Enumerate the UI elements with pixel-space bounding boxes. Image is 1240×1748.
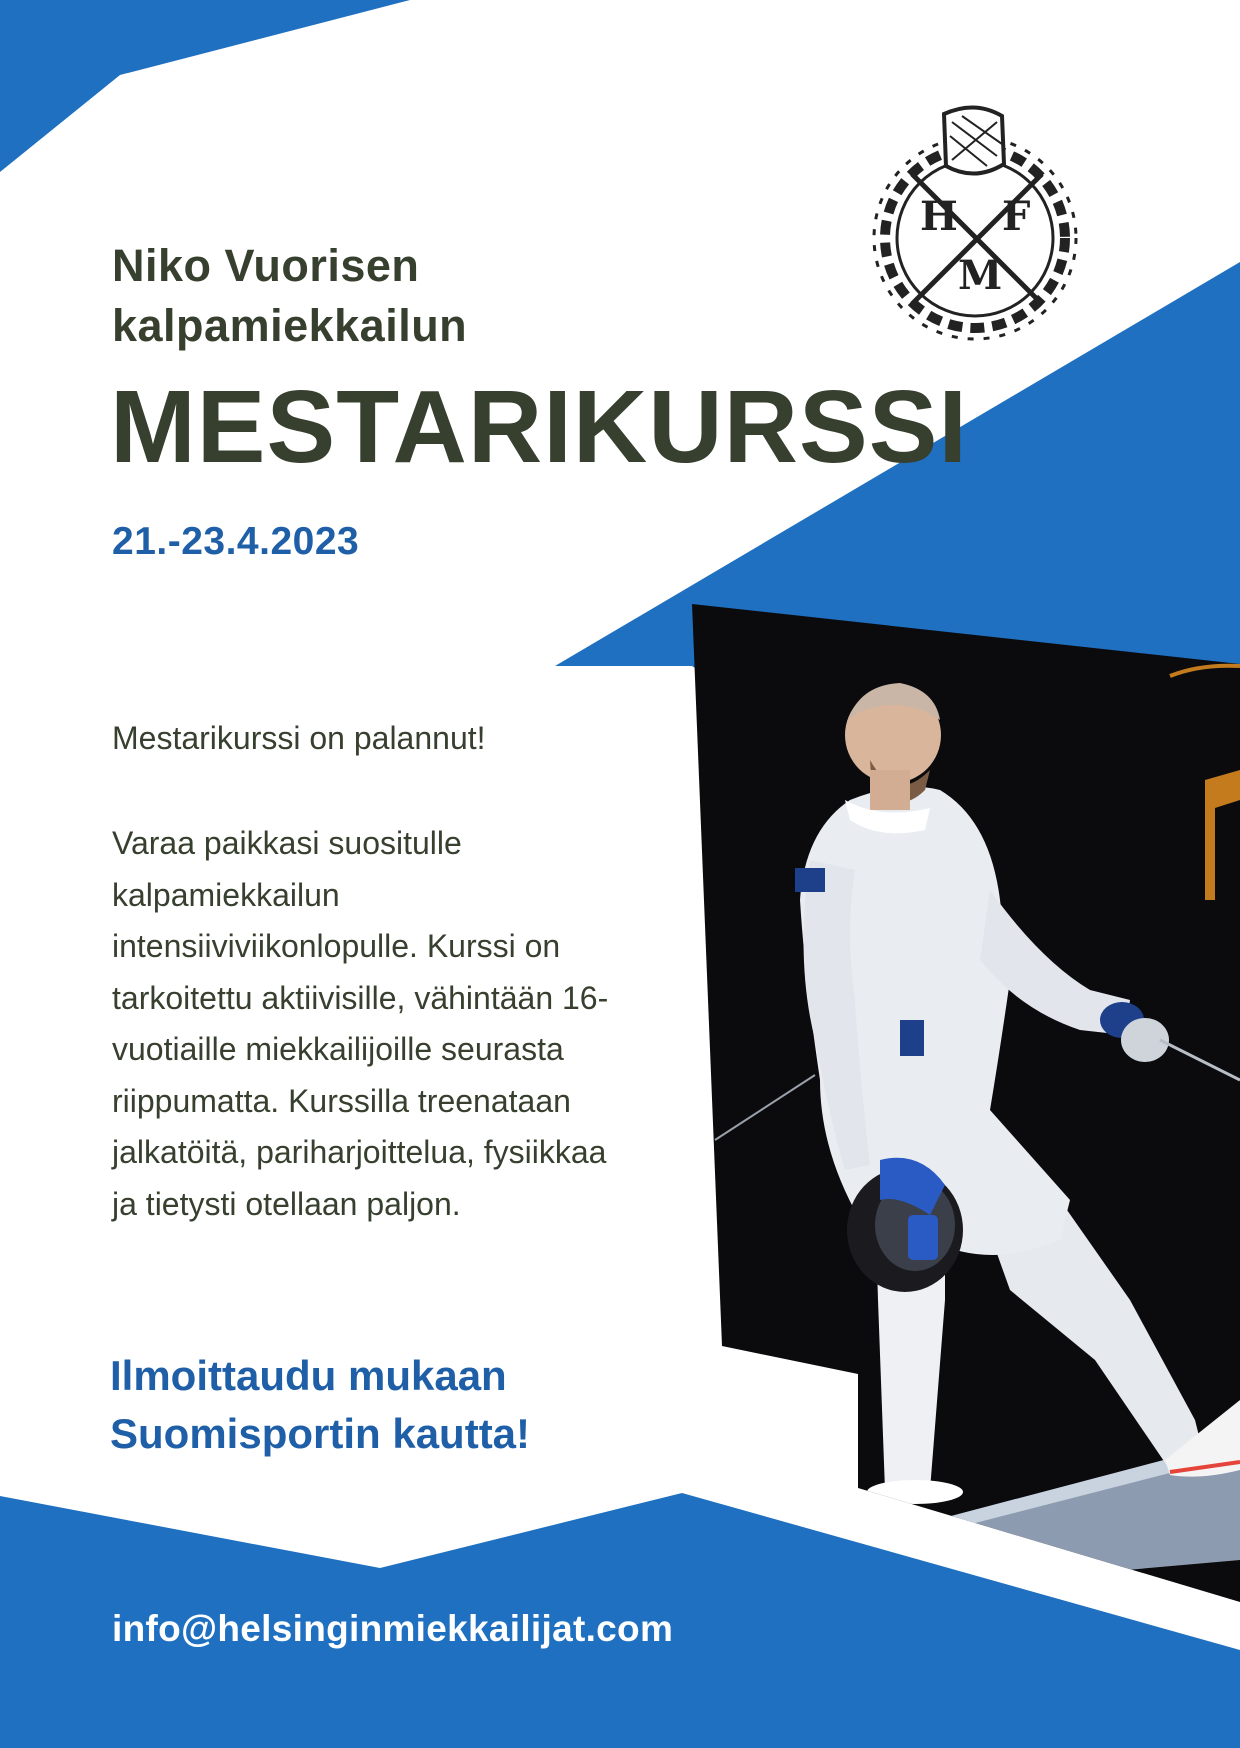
course-subtitle: Niko Vuorisen kalpamiekkailun: [112, 240, 468, 351]
intro-text: Mestarikurssi on palannut!: [112, 720, 486, 756]
course-date: 21.-23.4.2023: [112, 520, 360, 563]
logo-letter-f: F: [1002, 193, 1031, 240]
club-logo: [862, 104, 1088, 344]
fencing-mask-icon: [944, 107, 1004, 173]
signup-call-to-action: Ilmoittaudu mukaan Suomisportin kautta!: [110, 1352, 531, 1457]
contact-email-link[interactable]: info@helsinginmiekkailijat.com: [112, 1608, 674, 1649]
course-description: Varaa paikkasi suositulle kalpamiekkailun intensiiviviikonlopulle. Kurssi on tarkoitettu aktiivisille, vähintään 16-vuotiaille miekkailijoille seurasta riippumatta. Kurssilla treenataan jalkatöitä, pariharjoittelua, fysiikkaa ja tietysti otellaan paljon.: [112, 825, 609, 1222]
logo-letter-m: M: [958, 252, 1003, 299]
logo-letter-h: H: [920, 193, 958, 240]
page-title: MESTARIKURSSI: [110, 369, 969, 484]
